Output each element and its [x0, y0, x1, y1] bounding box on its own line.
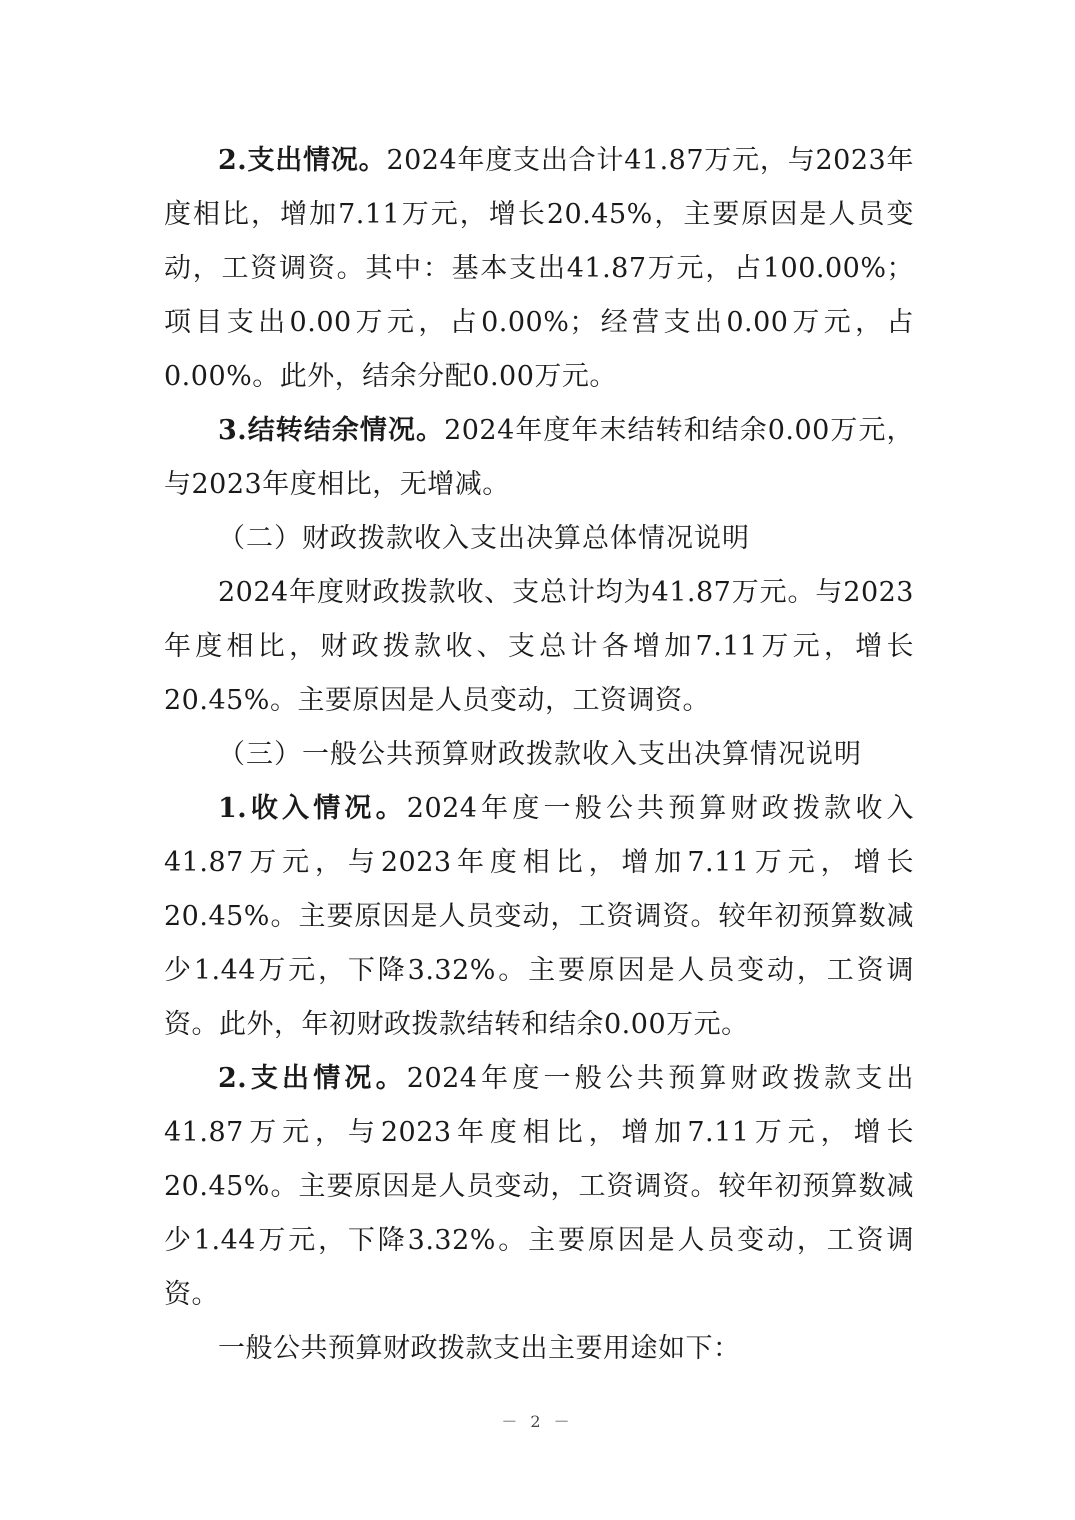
paragraph-text: 2024年度一般公共预算财政拨款支出41.87万元，与2023年度相比，增加7.11万元，增长20.45%。主要原因是人员变动，工资调资。较年初预算数减少1.44万元，下降3.32%。主要原因是人员变动，工资调资。 — [164, 1063, 914, 1310]
paragraph-lead: 2.支出情况。 — [218, 1063, 407, 1094]
paragraph-text: 2024年度支出合计41.87万元，与2023年度相比，增加7.11万元，增长20.45%，主要原因是人员变动，工资调资。其中：基本支出41.87万元，占100.00%；项目支出0.00万元，占0.00%；经营支出0.00万元，占0.00%。此外，结余分配0.00万元。 — [164, 145, 914, 392]
paragraph-text: 2024年度年末结转和结余0.00万元，与2023年度相比，无增减。 — [164, 415, 914, 500]
section-heading-2: （二）财政拨款收入支出决算总体情况说明 — [218, 523, 750, 554]
paragraph-expense — [164, 134, 914, 404]
paragraph-text: 2024年度财政拨款收、支总计均为41.87万元。与2023年度相比，财政拨款收、支总计各增加7.11万元，增长20.45%。主要原因是人员变动，工资调资。 — [164, 577, 914, 716]
paragraph-gp-income — [164, 782, 914, 1052]
paragraph-lead: 3.结转结余情况。 — [218, 415, 445, 446]
paragraph-carryover — [164, 404, 914, 512]
paragraph-gp-expense — [164, 1052, 914, 1322]
document-page — [164, 134, 914, 1376]
paragraph-usage — [164, 1322, 914, 1376]
paragraph-lead: 2.支出情况。 — [218, 145, 387, 176]
page-number: － 2 － — [501, 1412, 574, 1431]
paragraph-fiscal-total — [164, 566, 914, 728]
paragraph-lead: 1.收入情况。 — [218, 793, 407, 824]
paragraph-text: 2024年度一般公共预算财政拨款收入41.87万元，与2023年度相比，增加7.11万元，增长20.45%。主要原因是人员变动，工资调资。较年初预算数减少1.44万元，下降3.32%。主要原因是人员变动，工资调资。此外，年初财政拨款结转和结余0.00万元。 — [164, 793, 914, 1040]
section-heading-3: （三）一般公共预算财政拨款收入支出决算情况说明 — [218, 739, 862, 770]
paragraph-text: 一般公共预算财政拨款支出主要用途如下： — [218, 1333, 741, 1364]
